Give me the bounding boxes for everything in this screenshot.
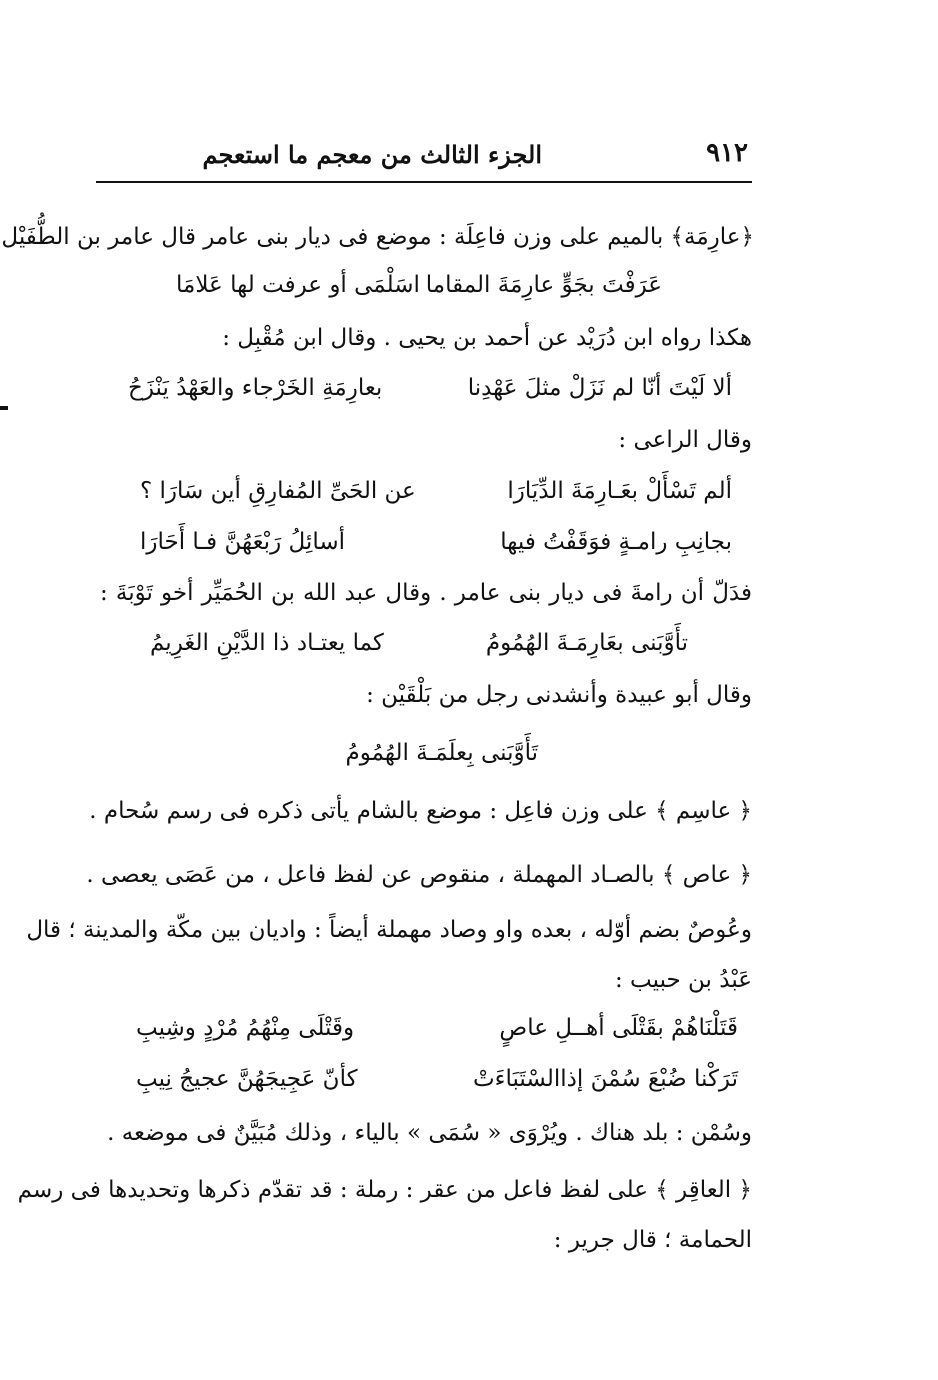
text-line: وقال أبو عبيدة وأنشدنى رجل من بَلْقَيْن : xyxy=(366,682,752,708)
text-line: هكذا رواه ابن دُرَيْد عن أحمد بن يحيى . وقال ابن مُقْبِل : xyxy=(222,325,752,351)
verse-2-hemistich-1: ألا لَيْتَ أنّا لم نَزَلْ مثلَ عَهْدِنا xyxy=(467,375,732,401)
verse-2-hemistich-2: بعارِمَةِ الخَرْجاء والعَهْدُ يَنْزَحُ xyxy=(128,375,383,401)
text-line: وقال الراعى : xyxy=(618,427,752,453)
running-title: الجزء الثالث من معجم ما استعجم xyxy=(202,140,542,169)
verse-4-hemistich-1: بجانِبِ رامـةٍ فوَقَفْتُ فيها xyxy=(500,529,732,555)
verse-7-hemistich-2: وقَتْلَى مِنْهُمُ مُرْدٍ وشِيبِ xyxy=(136,1015,355,1041)
verse-5-hemistich-1: تأَوَّبَنى بعَارِمَـةَ الهُمُومُ xyxy=(485,630,688,656)
verse-7-hemistich-1: قَتَلْنَاهُمْ بقَتْلَى أهــلِ عاصٍ xyxy=(499,1015,738,1041)
page-number: ٩١٢ xyxy=(706,138,748,168)
verse-3-hemistich-2: عن الحَىِّ المُفارِقِ أين سَارَا ؟ xyxy=(140,478,416,504)
entry-aaqir-line: ﴿ العاقِر ﴾ على لفظ فاعل من عقر : رملة : قد تقدّم ذكرها وتحديدها فى رسم xyxy=(17,1177,752,1203)
text-line: عَبْدُ بن حبيب : xyxy=(614,967,752,993)
text-line: الحمامة ؛ قال جرير : xyxy=(553,1227,752,1253)
verse-1-hemistich-2: اسَلْمَى أو عرفت لها عَلامَا xyxy=(176,272,420,298)
entry-aas-line: ﴿ عاص ﴾ بالصـاد المهملة ، منقوص عن لفظ فاعل ، من عَصَى يعصى . xyxy=(86,862,752,888)
verse-8-hemistich-2: كأنّ عَجِيجَهُنَّ عجيجُ نِيبِ xyxy=(136,1066,358,1092)
text-line: فدَلّ أن رامةَ فى ديار بنى عامر . وقال عبد الله بن الحُمَيِّر أخو تَوْبَةَ : xyxy=(100,580,752,606)
text-line: وسُمْن : بلد هناك . ويُرْوَى « سُمَى » بالياء ، وذلك مُبَيَّنٌ فى موضعه . xyxy=(107,1120,752,1146)
text-line: وعُوصٌ بضم أوّله ، بعده واو وصاد مهملة أيضاً : واديان بين مكّة والمدينة ؛ قال xyxy=(26,917,752,943)
verse-4-hemistich-2: أسائِلُ رَبْعَهُنَّ فـا أَحَارَا xyxy=(140,529,345,555)
entry-aarima-line: ﴿عارِمَة﴾ بالميم على وزن فاعِلَة : موضع فى ديار بنى عامر قال عامر بن الطُّفَيْل xyxy=(1,224,754,250)
entry-aasim-line: ﴿ عاسِم ﴾ على وزن فاعِل : موضع بالشام يأتى ذكره فى رسم سُحام . xyxy=(89,798,752,824)
verse-6: تَأَوَّبَنى بِعلَمَـةَ الهُمُومُ xyxy=(345,740,538,766)
verse-3-hemistich-1: ألم تَسْأَلْ بعَـارِمَةَ الدِّيَارَا xyxy=(507,478,732,504)
verse-5-hemistich-2: كما يعتـاد ذا الدَّيْنِ الغَرِيمُ xyxy=(150,630,384,656)
verse-1-hemistich-1: عَرَفْتَ بجَوٍّ عارِمَةَ المقاما xyxy=(425,272,662,298)
verse-8-hemistich-1: تَرَكْنا ضُبْعَ سُمْنَ إذاالسْتَبَاءَتْ xyxy=(472,1066,738,1092)
